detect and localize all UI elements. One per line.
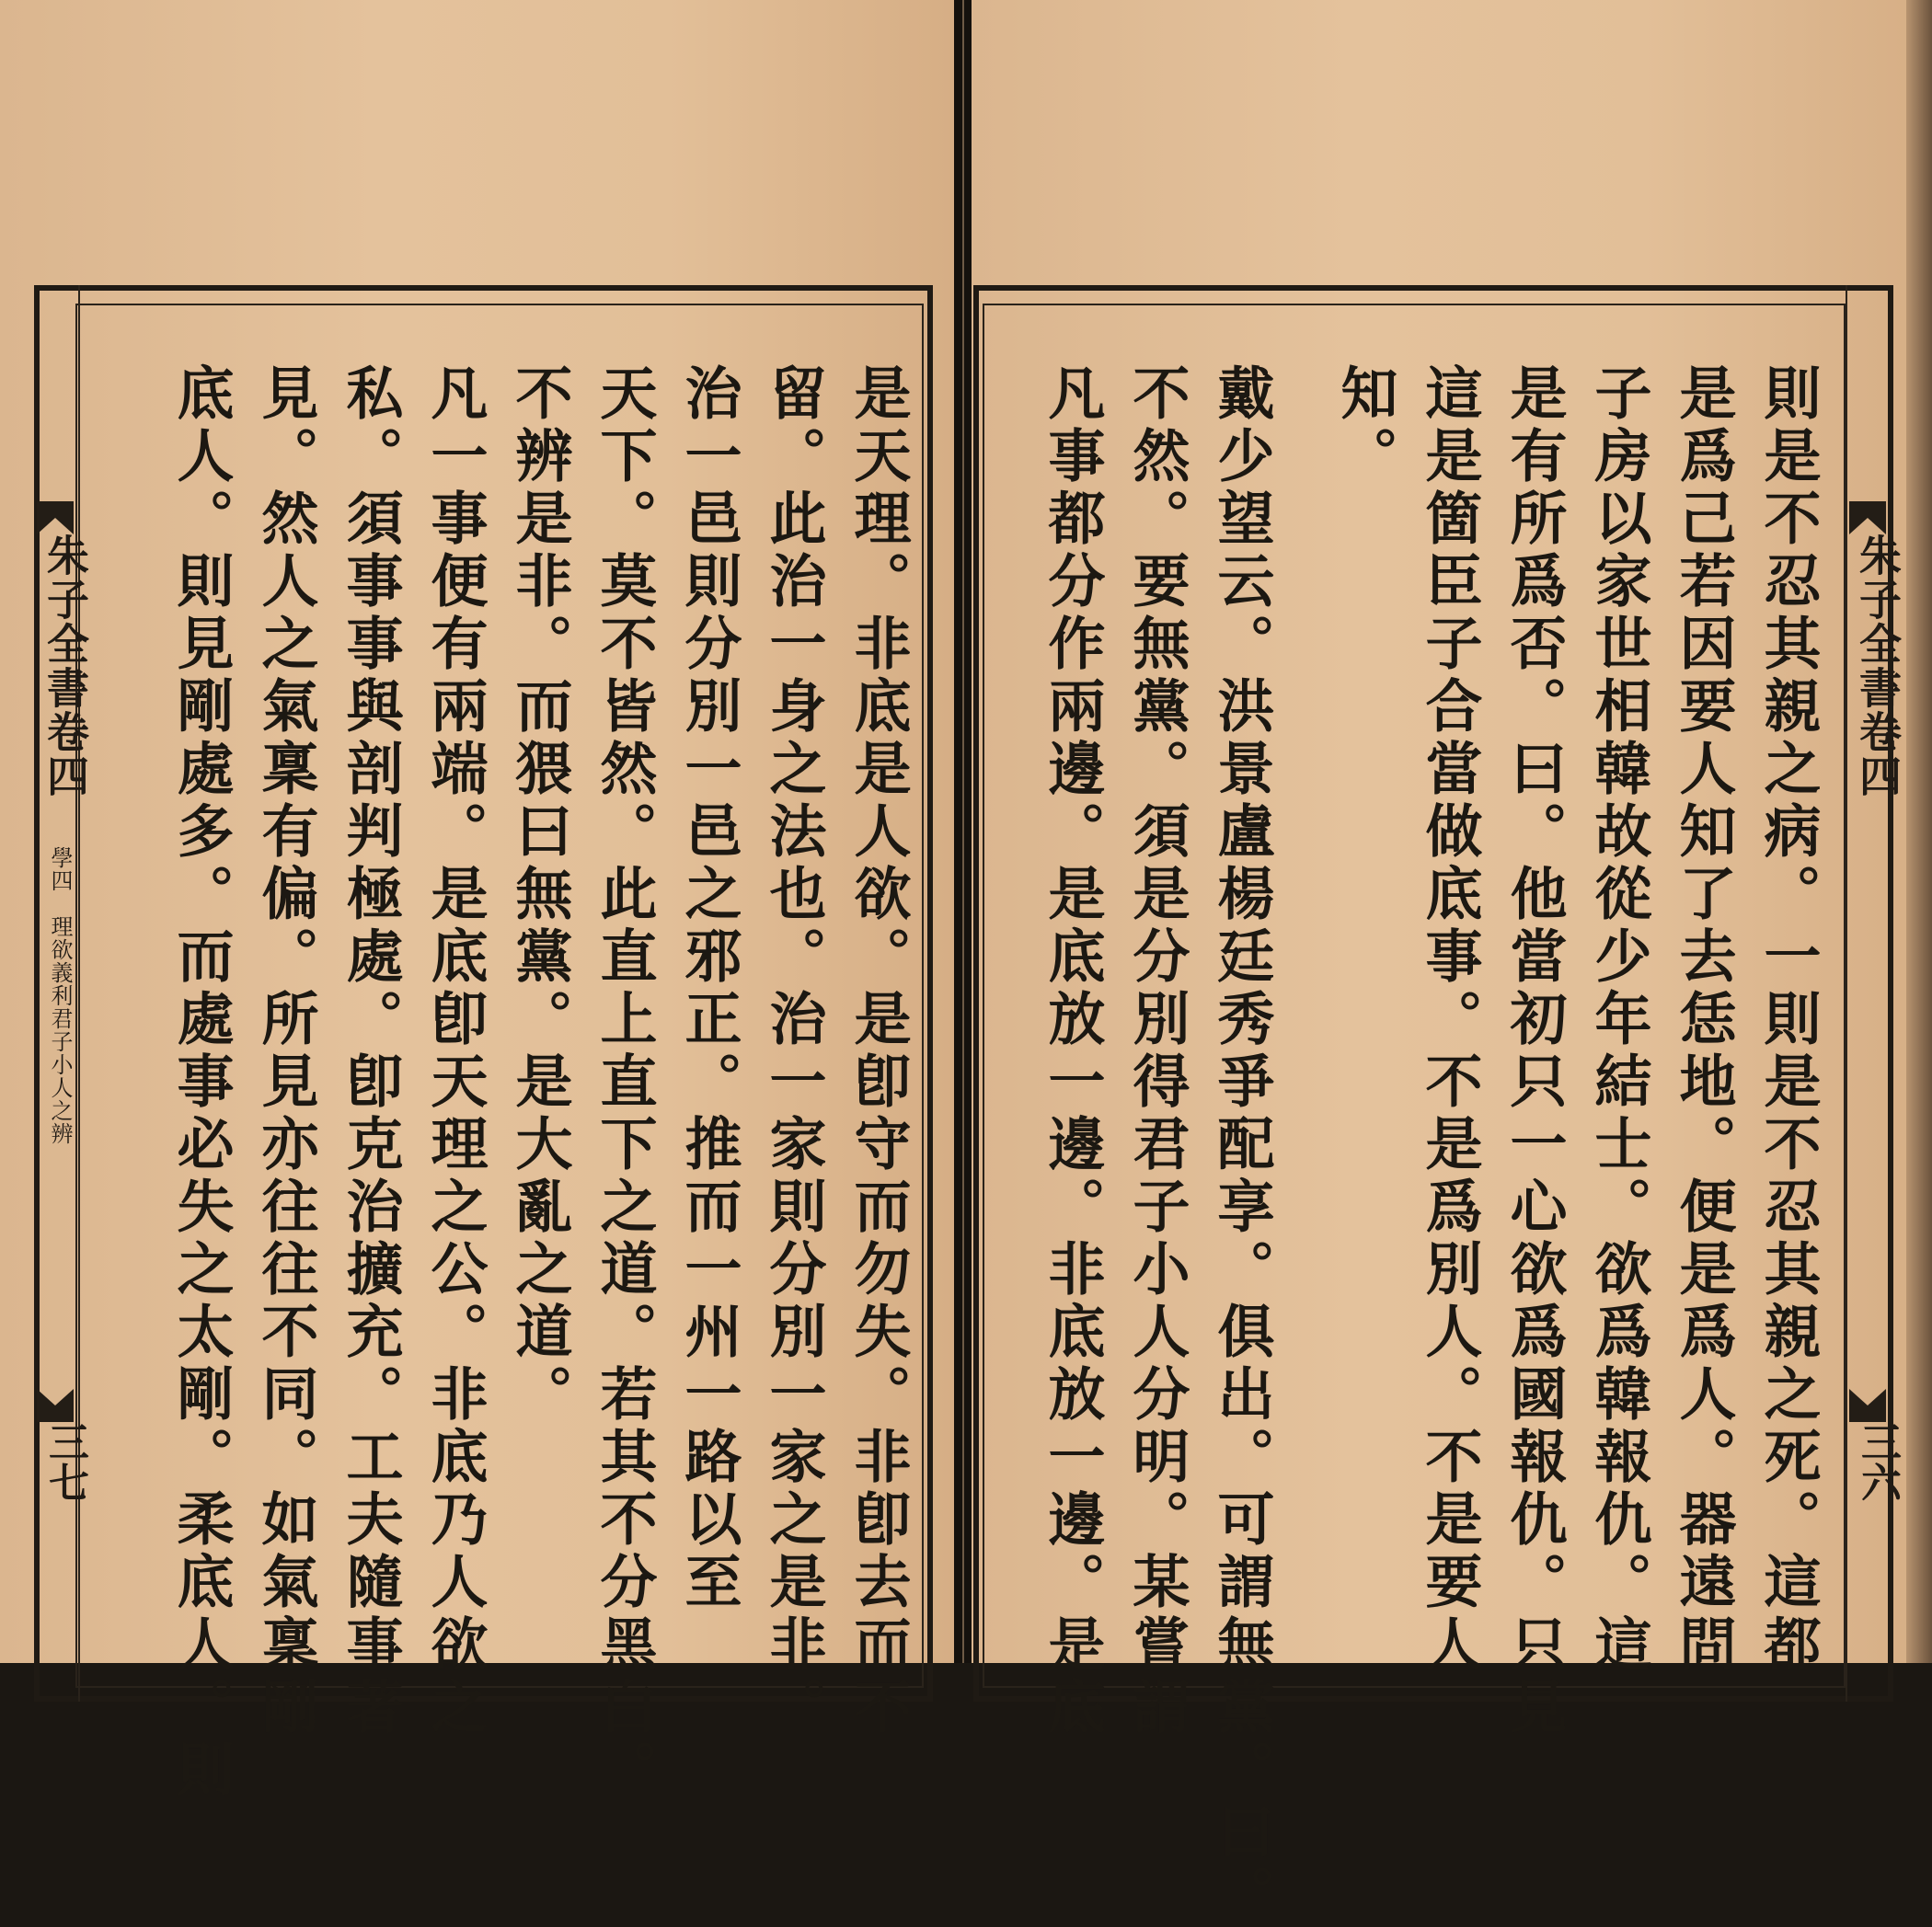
left-col-6: 凡一事便有兩端。是底卽天理之公。非底乃人欲之 [421,363,489,1739]
right-col-3: 子房以家世相韓故從少年結士。欲爲韓報仇。這 [1585,363,1652,1677]
banxin-title-left: 朱子全書卷四 [40,533,90,798]
banxin-title-right: 朱子全書卷四 [1853,533,1903,798]
fish-tail-mark-top-left [37,501,74,534]
gutter-line [962,0,964,1663]
left-col-8: 見。然人之氣稟有偏。所見亦往往不同。如氣稟剛 [252,363,319,1739]
banxin-section-left: 學四 理欲義利君子小人之辨 [47,846,73,1145]
right-col-6: 知。 [1331,363,1398,488]
right-col-4: 是有所爲否。曰。他當初只一心欲爲國報仇。只見 [1501,363,1568,1739]
leaf-number-right: 三六 [1854,1421,1901,1502]
fish-tail-mark-bottom-left [37,1389,74,1422]
left-col-1: 是天理。非底是人欲。是卽守而勿失。非卽去而不 [845,363,912,1739]
right-col-2: 是爲己若因要人知了去恁地。便是爲人。器遠問 [1670,363,1737,1677]
left-col-5: 不辨是非。而猥曰無黨。是大亂之道。 [506,363,573,1427]
left-col-4: 天下。莫不皆然。此直上直下之道。若其不分黑白。 [591,363,658,1802]
left-col-3: 治一邑則分別一邑之邪正。推而一州一路以至 [675,363,742,1614]
fish-tail-mark-top-right [1849,501,1886,534]
left-col-9: 底人。則見剛處多。而處事必失之太剛。柔底人。則 [167,363,235,1802]
right-col-8: 不然。要無黨。須是分別得君子小人分明。某嘗謂 [1123,363,1190,1739]
right-col-7: 戴少望云。洪景盧楊廷秀爭配享。俱出。可謂無黨。曰。 [1208,363,1275,1927]
page-edge-shadow [1906,0,1932,1663]
right-col-9: 凡事都分作兩邊。是底放一邊。非底放一邊。是底 [1039,363,1106,1739]
leaf-number-left: 三七 [41,1421,88,1502]
fish-tail-mark-bottom-right [1849,1389,1886,1422]
right-col-5: 這是箇臣子合當做底事。不是爲別人。不是要人 [1416,363,1483,1677]
right-col-1: 則是不忍其親之病。一則是不忍其親之死。這都 [1754,363,1822,1677]
left-col-7: 私。須事事與剖判極處。卽克治擴充。工夫隨事著 [337,363,404,1739]
left-col-2: 留。此治一身之法也。治一家則分別一家之是非。 [760,363,827,1739]
